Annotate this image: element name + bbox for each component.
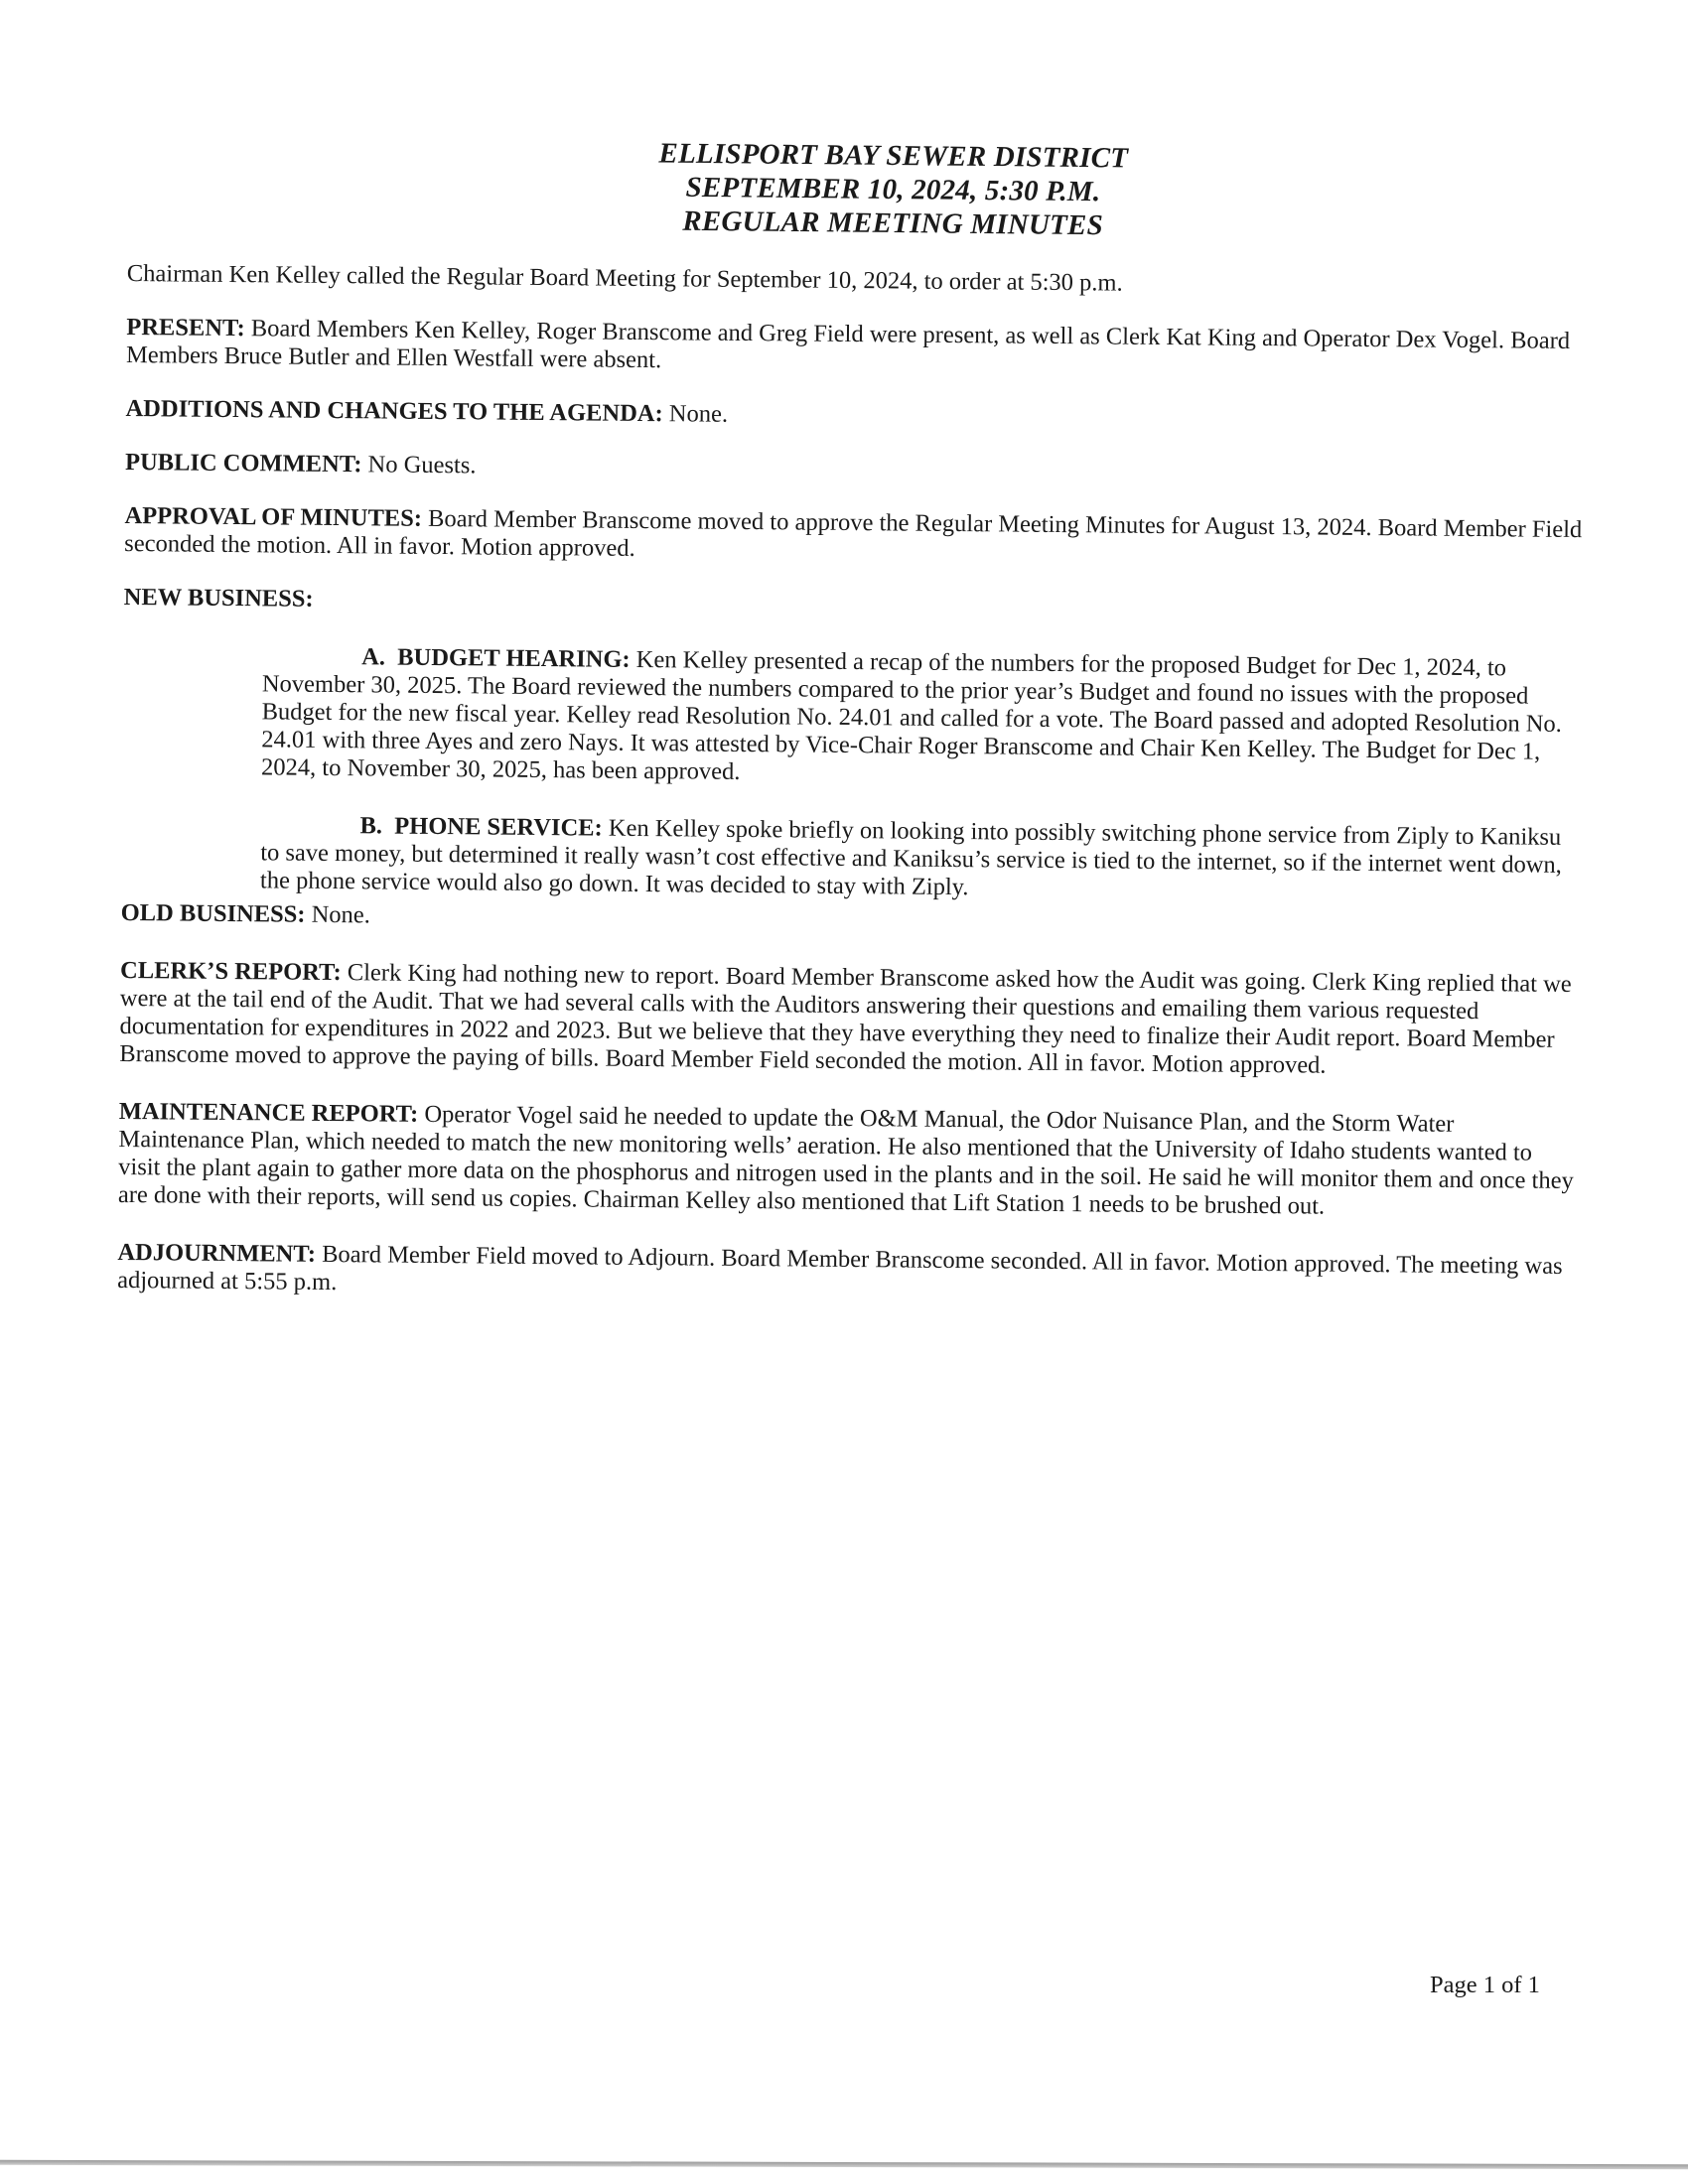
maintenance-report-text: Operator Vogel said he needed to update the O&M Manual, the Odor Nuisance Plan, and the Storm Water Maintenance Plan, which needed to match the new monitoring wells’ aeration. He also mentioned that the University of Idaho students wanted to visit the plant again to gather more data on the phosphorus and nitrogen used in the plants and in the soil. He said he will monitor them and once they are done with their reports, will send us copies. Chairman Kelley also mentioned that Lift Station 1 needs to be brushed out. — [117, 1100, 1574, 1220]
meeting-date: SEPTEMBER 10, 2024, 5:30 P.M. — [685, 171, 1101, 208]
public-comment-text: No Guests. — [361, 451, 477, 479]
item-b-label: PHONE SERVICE: — [394, 812, 603, 842]
new-business-item-b — [121, 810, 1582, 907]
additions-section — [125, 395, 1585, 437]
old-business-section — [121, 899, 1581, 941]
page-number: Page 1 of 1 — [1430, 1972, 1540, 1998]
adjournment-section — [117, 1239, 1577, 1308]
maintenance-report-label: MAINTENANCE REPORT: — [118, 1097, 419, 1128]
item-a-text: Ken Kelley presented a recap of the numbers for the proposed Budget for Dec 1, 2024, to November 30, 2025. The Board reviewed the numbers compared to the prior year’s Budget and found no issues with the proposed Budget for the new fiscal year. Kelley read Resolution No. 24.01 and called for a vote. The Board passed and adopted Resolution No. 24.01 with three Ayes and zero Nays. It was attested by Vice-Chair Roger Branscome and Chair Ken Kelley. The Budget for Dec 1, 2024, to November 30, 2025, has been approved. — [260, 645, 1562, 785]
item-a-letter: A. — [361, 643, 386, 671]
present-label: PRESENT: — [126, 313, 245, 342]
document-header — [0, 130, 1688, 250]
maintenance-report-section — [118, 1098, 1579, 1223]
old-business-text: None. — [305, 900, 370, 929]
adjournment-label: ADJOURNMENT: — [117, 1238, 317, 1268]
new-business-item-a — [122, 641, 1583, 794]
meeting-type: REGULAR MEETING MINUTES — [682, 205, 1104, 242]
present-section — [126, 314, 1586, 383]
present-text: Board Members Ken Kelley, Roger Branscome and Greg Field were present, as well as Clerk Kat King and Operator Dex Vogel. Board Members Bruce Butler and Ellen Westfall were absent. — [125, 315, 1571, 374]
new-business-section — [124, 584, 1584, 625]
clerks-report-label: CLERK’S REPORT: — [120, 956, 342, 987]
approval-section — [124, 502, 1584, 572]
scan-bottom-edge — [0, 2160, 1688, 2169]
opening-paragraph — [127, 260, 1587, 302]
item-b-text: Ken Kelley spoke briefly on looking into possibly switching phone service from Ziply to Kaniksu to save money, but determined it really wasn’t cost effective and Kaniksu’s service is tied to the internet, so if the internet went down, the phone service would also go down. It was decided to stay with Ziply. — [259, 814, 1562, 901]
approval-text: Board Member Branscome moved to approve the Regular Meeting Minutes for August 13, 2024. Board Member Field seconded the motion. All in favor. Motion approved. — [124, 504, 1583, 562]
clerks-report-text: Clerk King had nothing new to report. Board Member Branscome asked how the Audit was going. Clerk King replied that we were at the tail end of the Audit. That we had several calls with the Auditors answering their questions and emailing them various requested documentation for expenditures in 2022 and 2023. But we believe that they have everything they need to finalize their Audit report. Board Member Branscome moved to approve the paying of bills. Board Member Field seconded the motion. All in favor. Motion approved. — [119, 959, 1572, 1079]
old-business-label: OLD BUSINESS: — [120, 898, 306, 928]
additions-label: ADDITIONS AND CHANGES TO THE AGENDA: — [125, 394, 663, 428]
additions-text: None. — [662, 400, 729, 428]
public-comment-section — [125, 449, 1585, 490]
public-comment-label: PUBLIC COMMENT: — [124, 448, 362, 478]
minutes-body — [117, 260, 1587, 1334]
district-title: ELLISPORT BAY SEWER DISTRICT — [658, 137, 1129, 175]
opening-text: Chairman Ken Kelley called the Regular Board Meeting for September 10, 2024, to order at 5:30 p.m. — [126, 260, 1123, 297]
adjournment-text: Board Member Field moved to Adjourn. Board Member Branscome seconded. All in favor. Motion approved. The meeting was adjourned at 5:55 p.m. — [117, 1240, 1563, 1297]
clerks-report-section — [119, 957, 1580, 1082]
new-business-label: NEW BUSINESS: — [123, 583, 314, 613]
approval-label: APPROVAL OF MINUTES: — [124, 501, 423, 532]
item-a-label: BUDGET HEARING: — [397, 643, 631, 673]
item-b-letter: B. — [359, 812, 383, 840]
